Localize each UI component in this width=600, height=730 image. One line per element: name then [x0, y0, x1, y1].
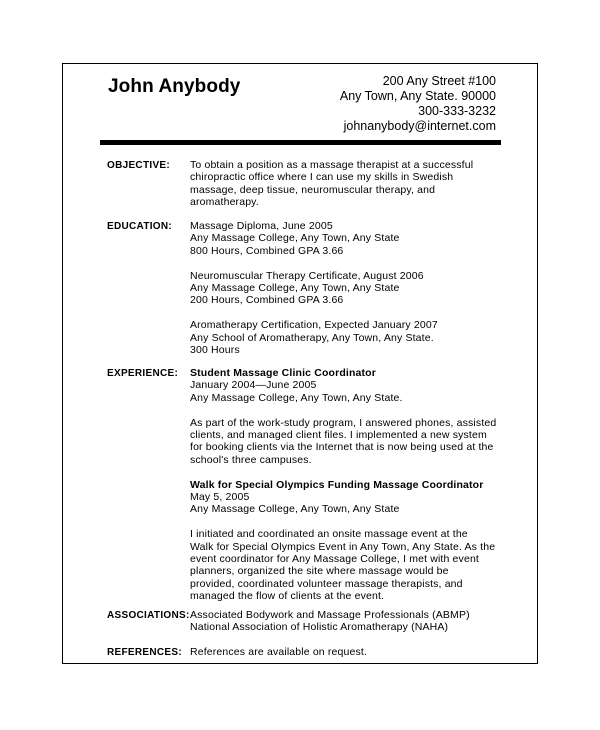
- header-divider: [100, 140, 501, 145]
- references-label: REFERENCES:: [107, 647, 182, 658]
- education-school: Any Massage College, Any Town, Any State: [190, 282, 400, 295]
- job-description-line: for booking clients via the Internet that is now being used at the: [190, 441, 494, 454]
- objective-line: aromatherapy.: [190, 196, 259, 209]
- address-line-2: Any Town, Any State. 90000: [339, 89, 496, 103]
- objective-label: OBJECTIVE:: [107, 160, 171, 171]
- job-description-line: Walk for Special Olympics Event in Any Town, Any State. As the: [190, 540, 496, 553]
- job-description-line: As part of the work-study program, I answered phones, assisted: [190, 416, 497, 429]
- job-description-line: managed the flow of clients at the event.: [190, 590, 385, 603]
- candidate-name: John Anybody: [108, 76, 241, 97]
- objective-line: massage, deep tissue, neuromuscular therapy, and: [190, 183, 436, 196]
- job-description-line: provided, coordinated volunteer massage therapists, and: [190, 577, 463, 590]
- job-place: Any Massage College, Any Town, Any State.: [190, 391, 403, 404]
- associations-label: ASSOCIATIONS:: [107, 610, 190, 621]
- job-title: Walk for Special Olympics Funding Massage Coordinator: [190, 478, 484, 491]
- education-detail: 200 Hours, Combined GPA 3.66: [190, 294, 344, 307]
- references-line: References are available on request.: [190, 646, 368, 658]
- education-detail: 800 Hours, Combined GPA 3.66: [190, 244, 344, 257]
- job-place: Any Massage College, Any Town, Any State: [190, 503, 400, 516]
- contact-block: [340, 74, 496, 134]
- education-label: EDUCATION:: [107, 221, 173, 232]
- job-description-line: school's three campuses.: [190, 453, 312, 466]
- education-detail: 300 Hours: [190, 344, 240, 357]
- job-description-line: clients, and managed client files. I implemented a new system: [190, 429, 487, 442]
- job-dates: January 2004—June 2005: [190, 379, 317, 392]
- experience-label: EXPERIENCE:: [107, 368, 179, 379]
- experience-entries: [190, 367, 510, 603]
- education-school: Any School of Aromatherapy, Any Town, Any State.: [190, 331, 434, 344]
- objective-text: [190, 159, 510, 209]
- address-line-1: 200 Any Street #100: [382, 74, 496, 88]
- education-title: Massage Diploma, June 2005: [190, 220, 333, 232]
- education-title: Aromatherapy Certification, Expected January 2007: [190, 319, 438, 332]
- email-address: johnanybody@internet.com: [343, 119, 496, 133]
- objective-line: chiropractic office where I can use my skills in Swedish: [190, 171, 454, 184]
- job-dates: May 5, 2005: [190, 491, 250, 504]
- education-school: Any Massage College, Any Town, Any State: [190, 232, 400, 245]
- objective-line: To obtain a position as a massage therapist at a successful: [190, 159, 474, 171]
- association-item: National Association of Holistic Aromatherapy (NAHA): [190, 621, 449, 634]
- phone-number: 300-333-3232: [418, 104, 496, 118]
- education-entries: [190, 220, 510, 356]
- job-title: Student Massage Clinic Coordinator: [190, 367, 376, 379]
- job-description-line: planners, organized the site where massage would be: [190, 565, 449, 578]
- job-description-line: I initiated and coordinated an onsite massage event at the: [190, 528, 468, 541]
- association-item: Associated Bodywork and Massage Professionals (ABMP): [190, 609, 470, 621]
- associations-list: [190, 609, 510, 634]
- education-title: Neuromuscular Therapy Certificate, August 2006: [190, 269, 424, 282]
- references-text: [190, 646, 510, 658]
- job-description-line: event coordinator for Any Massage College, I met with event: [190, 553, 479, 566]
